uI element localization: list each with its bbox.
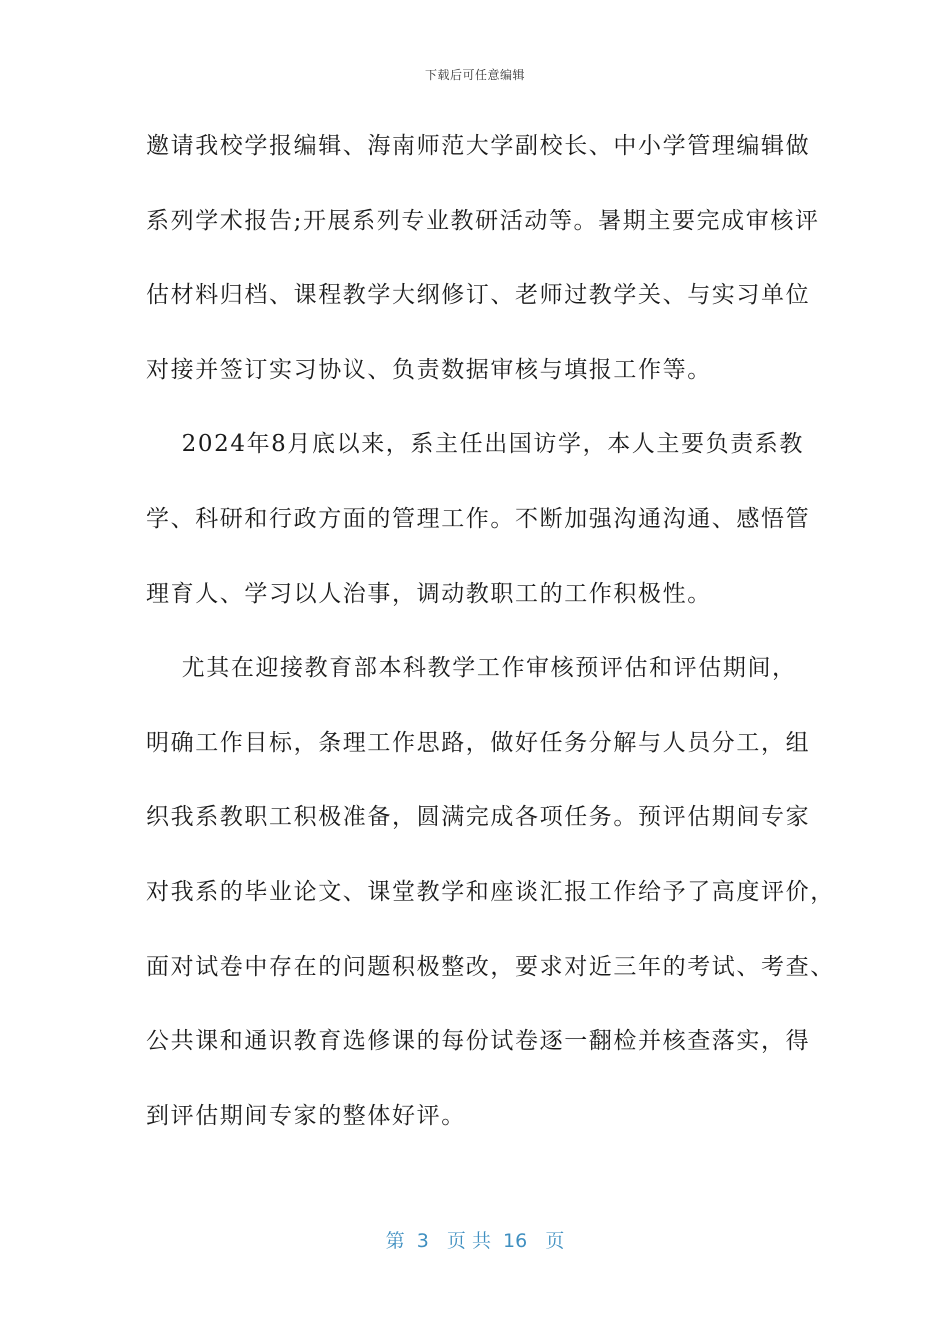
text-line: 估材料归档、课程教学大纲修订、老师过教学关、与实习单位 <box>146 282 811 309</box>
text-line: 对我系的毕业论文、课堂教学和座谈汇报工作给予了高度评价， <box>146 878 835 905</box>
text-line: 面对试卷中存在的问题积极整改，要求对近三年的考试、考查、 <box>146 953 835 980</box>
text-line: 明确工作目标，条理工作思路，做好任务分解与人员分工，组 <box>146 729 811 756</box>
page-number-footer: 第 3 页 共 16 页 <box>385 1230 565 1252</box>
text-line: 2024年8月底以来，系主任出国访学，本人主要负责系教 <box>146 431 805 458</box>
text-line: 尤其在迎接教育部本科教学工作审核预评估和评估期间， <box>146 655 797 682</box>
text-line: 到评估期间专家的整体好评。 <box>146 1102 466 1129</box>
text-line: 系列学术报告;开展系列专业教研活动等。暑期主要完成审核评 <box>146 207 820 234</box>
text-line: 织我系教职工积极准备，圆满完成各项任务。预评估期间专家 <box>146 804 811 831</box>
text-line: 对接并签订实习协议、负责数据审核与填报工作等。 <box>146 356 712 383</box>
text-line: 学、科研和行政方面的管理工作。不断加强沟通沟通、感悟管 <box>146 505 811 532</box>
text-line: 理育人、学习以人治事，调动教职工的工作积极性。 <box>146 580 712 607</box>
document-body <box>146 126 835 1170</box>
text-line: 邀请我校学报编辑、海南师范大学副校长、中小学管理编辑做 <box>146 133 811 159</box>
page-header-note: 下载后可任意编辑 <box>424 68 525 82</box>
text-line: 公共课和通识教育选修课的每份试卷逐一翻检并核查落实，得 <box>146 1028 811 1055</box>
